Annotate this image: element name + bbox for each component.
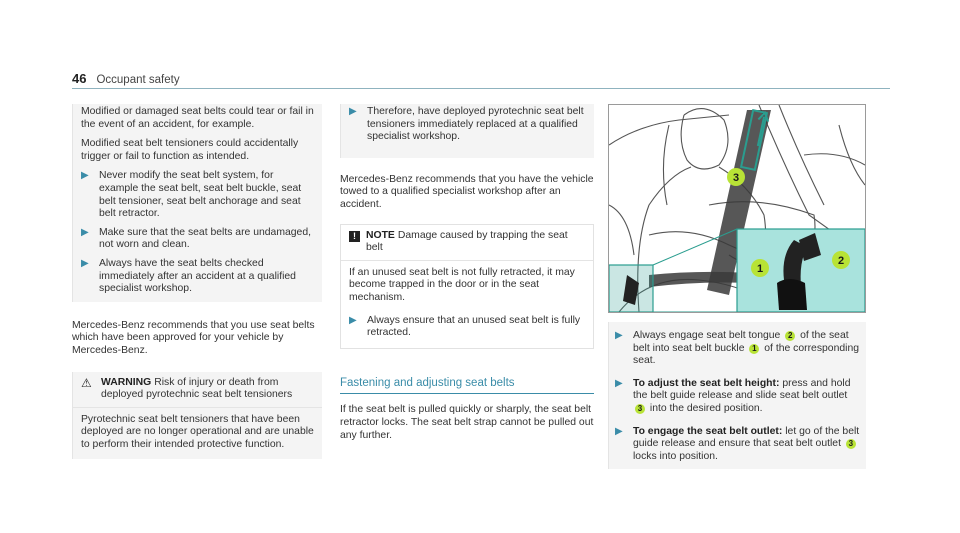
callout-badge-2: 2 <box>785 331 795 341</box>
warning-heading: Risk of injury or death from deployed pyrotechnic seat belt tensioners <box>101 376 293 401</box>
step-1: ▶ Always engage seat belt tongue 2 of the seat belt into seat belt buckle 1 of the corresponding seat. <box>615 330 859 367</box>
arrow-bullet-icon: ▶ <box>81 170 89 182</box>
recommendation-paragraph: Mercedes-Benz recommends that you use seat belts which have been approved for your vehicle by Mercedes-Benz. <box>72 319 315 356</box>
callout-badge-3: 3 <box>846 439 856 449</box>
warning-body: Pyrotechnic seat belt tensioners that have been deployed are no longer operational and are unable to perform their intended protective function. <box>81 413 314 450</box>
callout-3 <box>727 168 745 186</box>
note-keyword: NOTE <box>366 229 395 241</box>
list-item <box>81 227 314 252</box>
chapter-title: Occupant safety <box>96 74 180 86</box>
column-2 <box>340 104 594 442</box>
warning-para-1: Modified or damaged seat belts could tear or fail in the event of an accident, for example. <box>81 106 314 130</box>
arrow-bullet-icon: ▶ <box>615 425 623 437</box>
callout-badge-3: 3 <box>635 404 645 414</box>
list-item <box>81 258 314 296</box>
callout-2 <box>832 251 850 269</box>
warning-continuation-box <box>72 104 322 302</box>
arrow-bullet-icon: ▶ <box>615 377 623 389</box>
callout-1 <box>751 259 769 277</box>
instruction-steps <box>608 322 866 469</box>
header-divider <box>72 88 890 89</box>
note-header <box>341 225 593 261</box>
note-exclamation-icon: ! <box>349 231 360 242</box>
warning-keyword: WARNING <box>101 376 152 388</box>
bullet-text: Therefore, have deployed pyrotechnic seat belt tensioners immediately replaced at a qualified specialist workshop. <box>367 106 584 143</box>
bullet-text: Make sure that the seat belts are undamaged, not worn and clean. <box>99 226 311 251</box>
svg-text:3: 3 <box>732 172 740 184</box>
arrow-bullet-icon: ▶ <box>81 257 89 269</box>
arrow-bullet-icon: ▶ <box>81 226 89 238</box>
arrow-bullet-icon: ▶ <box>349 106 357 117</box>
seat-belt-illustration <box>608 104 866 313</box>
warning-header <box>73 372 322 408</box>
bullet-text: Always have the seat belts checked immediately after an accident at a qualified specialist workshop. <box>99 257 296 295</box>
step-2: ▶ To adjust the seat belt height: press and hold the belt guide release and slide seat belt outlet 3 into the desired position. <box>615 377 851 414</box>
bullet-text: Never modify the seat belt system, for example the seat belt, seat belt buckle, seat belt tensioner, seat belt anchorage and seat belt retractor. <box>99 170 302 220</box>
step-3: ▶ To engage the seat belt outlet: let go of the belt guide release and ensure that seat belt outlet 3 locks into position. <box>615 425 860 462</box>
page-header <box>72 73 180 87</box>
seat-belt-drawing <box>609 105 865 312</box>
column-1 <box>72 104 322 459</box>
section-title: Fastening and adjusting seat belts <box>340 376 515 389</box>
list-item <box>349 315 585 340</box>
page-number: 46 <box>72 71 87 86</box>
note-body: If an unused seat belt is not fully retracted, it may become trapped in the door or in the seat mechanism. <box>349 266 575 303</box>
callout-badge-1: 1 <box>749 344 759 354</box>
towing-paragraph: Mercedes-Benz recommends that you have the vehicle towed to a qualified specialist workshop after an accident. <box>340 173 594 210</box>
warning-box <box>72 372 322 460</box>
warning-continuation-box-2 <box>340 104 594 158</box>
bullet-text: Always ensure that an unused seat belt is fully retracted. <box>367 314 581 339</box>
warning-para-2: Modified seat belt tensioners could accidentally trigger or fail to function as intended. <box>81 138 299 162</box>
warning-triangle-icon: ⚠ <box>81 375 92 390</box>
svg-text:2: 2 <box>837 255 845 267</box>
section-heading <box>340 377 594 395</box>
section-divider <box>340 393 594 394</box>
list-item <box>81 170 314 220</box>
list-item <box>349 106 586 144</box>
arrow-bullet-icon: ▶ <box>349 314 357 326</box>
note-box <box>340 224 594 349</box>
note-heading: Damage caused by trapping the seat belt <box>366 229 568 254</box>
section-paragraph: If the seat belt is pulled quickly or sharply, the seat belt retractor locks. The seat belt strap cannot be pulled out any further. <box>340 404 594 441</box>
arrow-bullet-icon: ▶ <box>615 330 623 341</box>
svg-text:1: 1 <box>756 263 764 275</box>
